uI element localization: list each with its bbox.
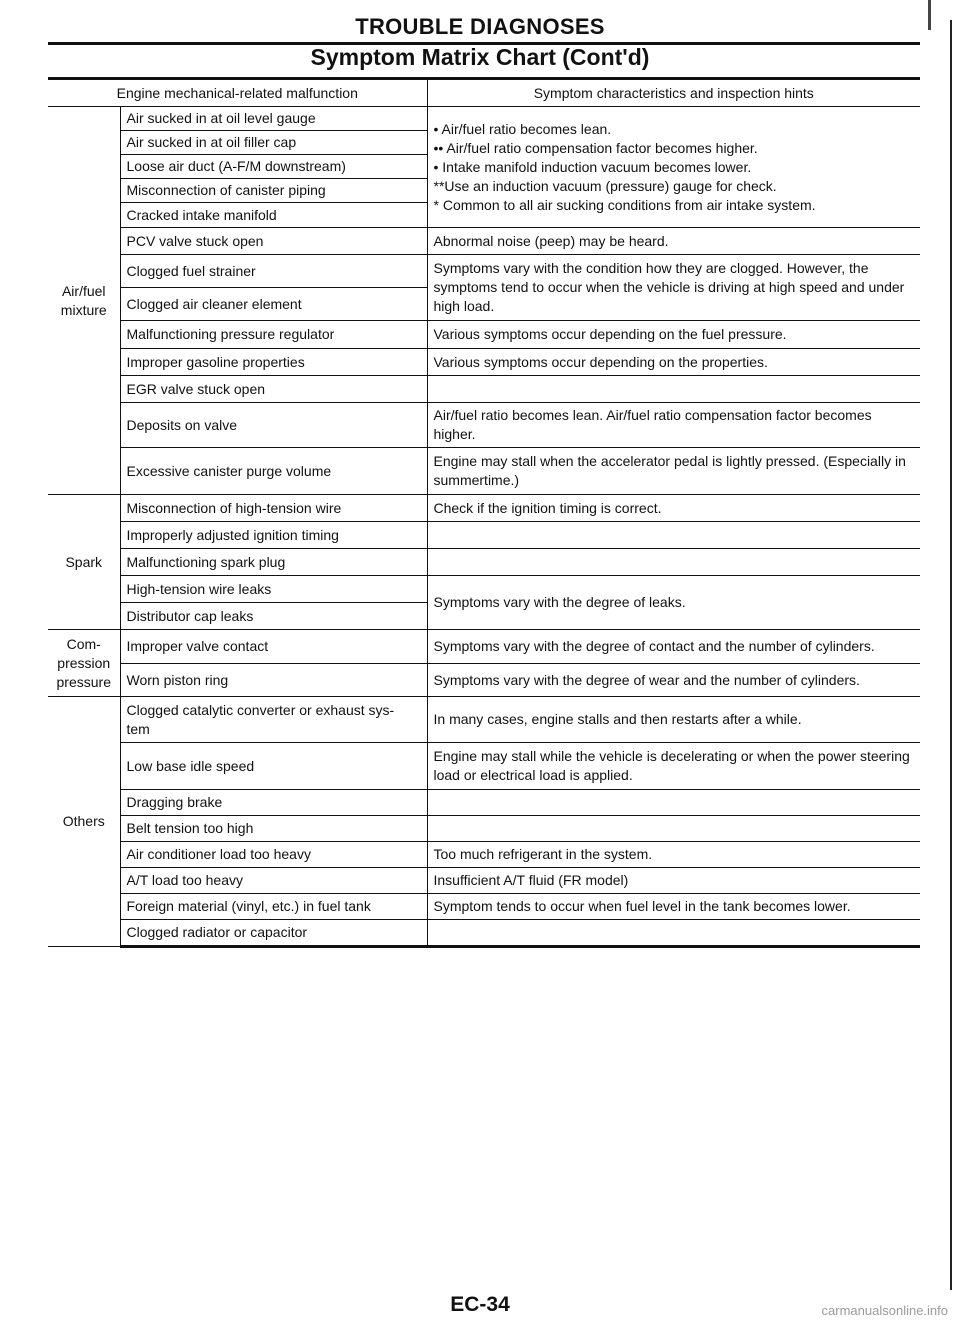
watermark: carmanualsonline.info [821, 1303, 948, 1318]
malfunction-cell: Misconnection of canister piping [120, 179, 427, 203]
hint-cell-empty [427, 816, 920, 842]
table-row [48, 403, 920, 448]
category-spark: Spark [48, 495, 120, 630]
category-others: Others [48, 697, 120, 947]
malfunction-cell: High-tension wire leaks [120, 576, 427, 603]
malfunction-cell: Low base idle speed [120, 743, 427, 790]
table-row [48, 743, 920, 790]
malfunction-cell: Clogged radiator or capacitor [120, 920, 427, 947]
page-subtitle: Symptom Matrix Chart (Cont'd) [310, 44, 650, 70]
table-row [48, 868, 920, 894]
malfunction-cell: Cracked intake manifold [120, 203, 427, 228]
hint-cell: Symptoms vary with the condition how they are clogged. However, the symptoms tend to occur when the vehicle is driving at high speed and under high load. [427, 255, 920, 321]
malfunction-cell: Improper gasoline properties [120, 349, 427, 376]
malfunction-cell: Air sucked in at oil filler cap [120, 131, 427, 155]
hint-line: **Use an induction vacuum (pressure) gauge for check. [433, 177, 777, 194]
hint-cell: Abnormal noise (peep) may be heard. [427, 228, 920, 255]
table-row [48, 376, 920, 403]
malfunction-cell: Excessive canister purge volume [120, 448, 427, 495]
malfunction-cell: Misconnection of high-tension wire [120, 495, 427, 522]
table-row [48, 576, 920, 603]
hint-cell: Various symptoms occur depending on the properties. [427, 349, 920, 376]
malfunction-cell: A/T load too heavy [120, 868, 427, 894]
hint-cell: Symptoms vary with the degree of contact and the number of cylinders. [427, 630, 920, 664]
hint-cell: Air/fuel ratio becomes lean. Air/fuel ratio compensation factor becomes higher. [427, 403, 920, 448]
malfunction-cell: Improperly adjusted ignition timing [120, 522, 427, 549]
hint-line: •• Air/fuel ratio compensation factor becomes higher. [433, 139, 758, 156]
scan-edge-mark [928, 0, 931, 30]
hint-cell-empty [427, 549, 920, 576]
hint-cell: Engine may stall when the accelerator pedal is lightly pressed. (Especially in summertime.) [427, 448, 920, 495]
hint-cell-empty [427, 376, 920, 403]
malfunction-cell: Air conditioner load too heavy [120, 842, 427, 868]
page-title: TROUBLE DIAGNOSES [355, 14, 605, 39]
malfunction-cell: Deposits on valve [120, 403, 427, 448]
malfunction-cell: Improper valve contact [120, 630, 427, 664]
hint-cell: Symptoms vary with the degree of leaks. [427, 576, 920, 630]
header-malfunction: Engine mechanical-related malfunction [48, 80, 427, 107]
table-header-row [48, 80, 920, 107]
malfunction-cell: EGR valve stuck open [120, 376, 427, 403]
table-row [48, 664, 920, 697]
hint-line: • Intake manifold induction vacuum becomes lower. [433, 158, 752, 175]
table-row [48, 549, 920, 576]
category-compression: Com- pression pressure [48, 630, 120, 697]
hint-cell-empty [427, 522, 920, 549]
malfunction-cell: Loose air duct (A-F/M downstream) [120, 155, 427, 179]
hint-cell: Too much refrigerant in the system. [427, 842, 920, 868]
malfunction-cell: Clogged air cleaner element [120, 288, 427, 321]
hint-cell: Symptoms vary with the degree of wear and the number of cylinders. [427, 664, 920, 697]
malfunction-cell: PCV valve stuck open [120, 228, 427, 255]
malfunction-cell: Clogged catalytic converter or exhaust sys- tem [120, 697, 427, 743]
page-number: EC-34 [450, 1293, 510, 1316]
table-row [48, 816, 920, 842]
malfunction-cell: Belt tension too high [120, 816, 427, 842]
malfunction-cell: Malfunctioning pressure regulator [120, 321, 427, 349]
hint-cell: Various symptoms occur depending on the fuel pressure. [427, 321, 920, 349]
table-row [48, 349, 920, 376]
hint-cell: Symptom tends to occur when fuel level in the tank becomes lower. [427, 894, 920, 920]
hint-line: • Air/fuel ratio becomes lean. [433, 120, 612, 137]
category-airfuel: Air/fuel mixture [48, 107, 120, 495]
malfunction-cell: Dragging brake [120, 790, 427, 816]
table-row [48, 920, 920, 947]
table-row [48, 697, 920, 743]
hint-cell-empty [427, 920, 920, 947]
hint-air-sucking [427, 107, 920, 228]
table-row [48, 842, 920, 868]
table-row [48, 321, 920, 349]
malfunction-cell: Distributor cap leaks [120, 603, 427, 630]
table-row [48, 495, 920, 522]
table-row [48, 228, 920, 255]
malfunction-cell: Air sucked in at oil level gauge [120, 107, 427, 131]
table-row [48, 790, 920, 816]
table-row [48, 107, 920, 131]
malfunction-cell: Foreign material (vinyl, etc.) in fuel tank [120, 894, 427, 920]
header-hints: Symptom characteristics and inspection hints [427, 80, 920, 107]
hint-cell: Engine may stall while the vehicle is decelerating or when the power steering load or electrical load is applied. [427, 743, 920, 790]
malfunction-cell: Clogged fuel strainer [120, 255, 427, 288]
table-row [48, 630, 920, 664]
malfunction-cell: Malfunctioning spark plug [120, 549, 427, 576]
table-row [48, 894, 920, 920]
scan-edge-line [950, 20, 952, 1290]
symptom-matrix-table [48, 80, 920, 948]
malfunction-cell: Worn piston ring [120, 664, 427, 697]
hint-cell: In many cases, engine stalls and then restarts after a while. [427, 697, 920, 743]
table-row [48, 255, 920, 288]
hint-cell: Check if the ignition timing is correct. [427, 495, 920, 522]
table-row [48, 522, 920, 549]
hint-cell: Insufficient A/T fluid (FR model) [427, 868, 920, 894]
hint-cell-empty [427, 790, 920, 816]
table-row [48, 448, 920, 495]
hint-line: * Common to all air sucking conditions from air intake system. [433, 196, 816, 213]
